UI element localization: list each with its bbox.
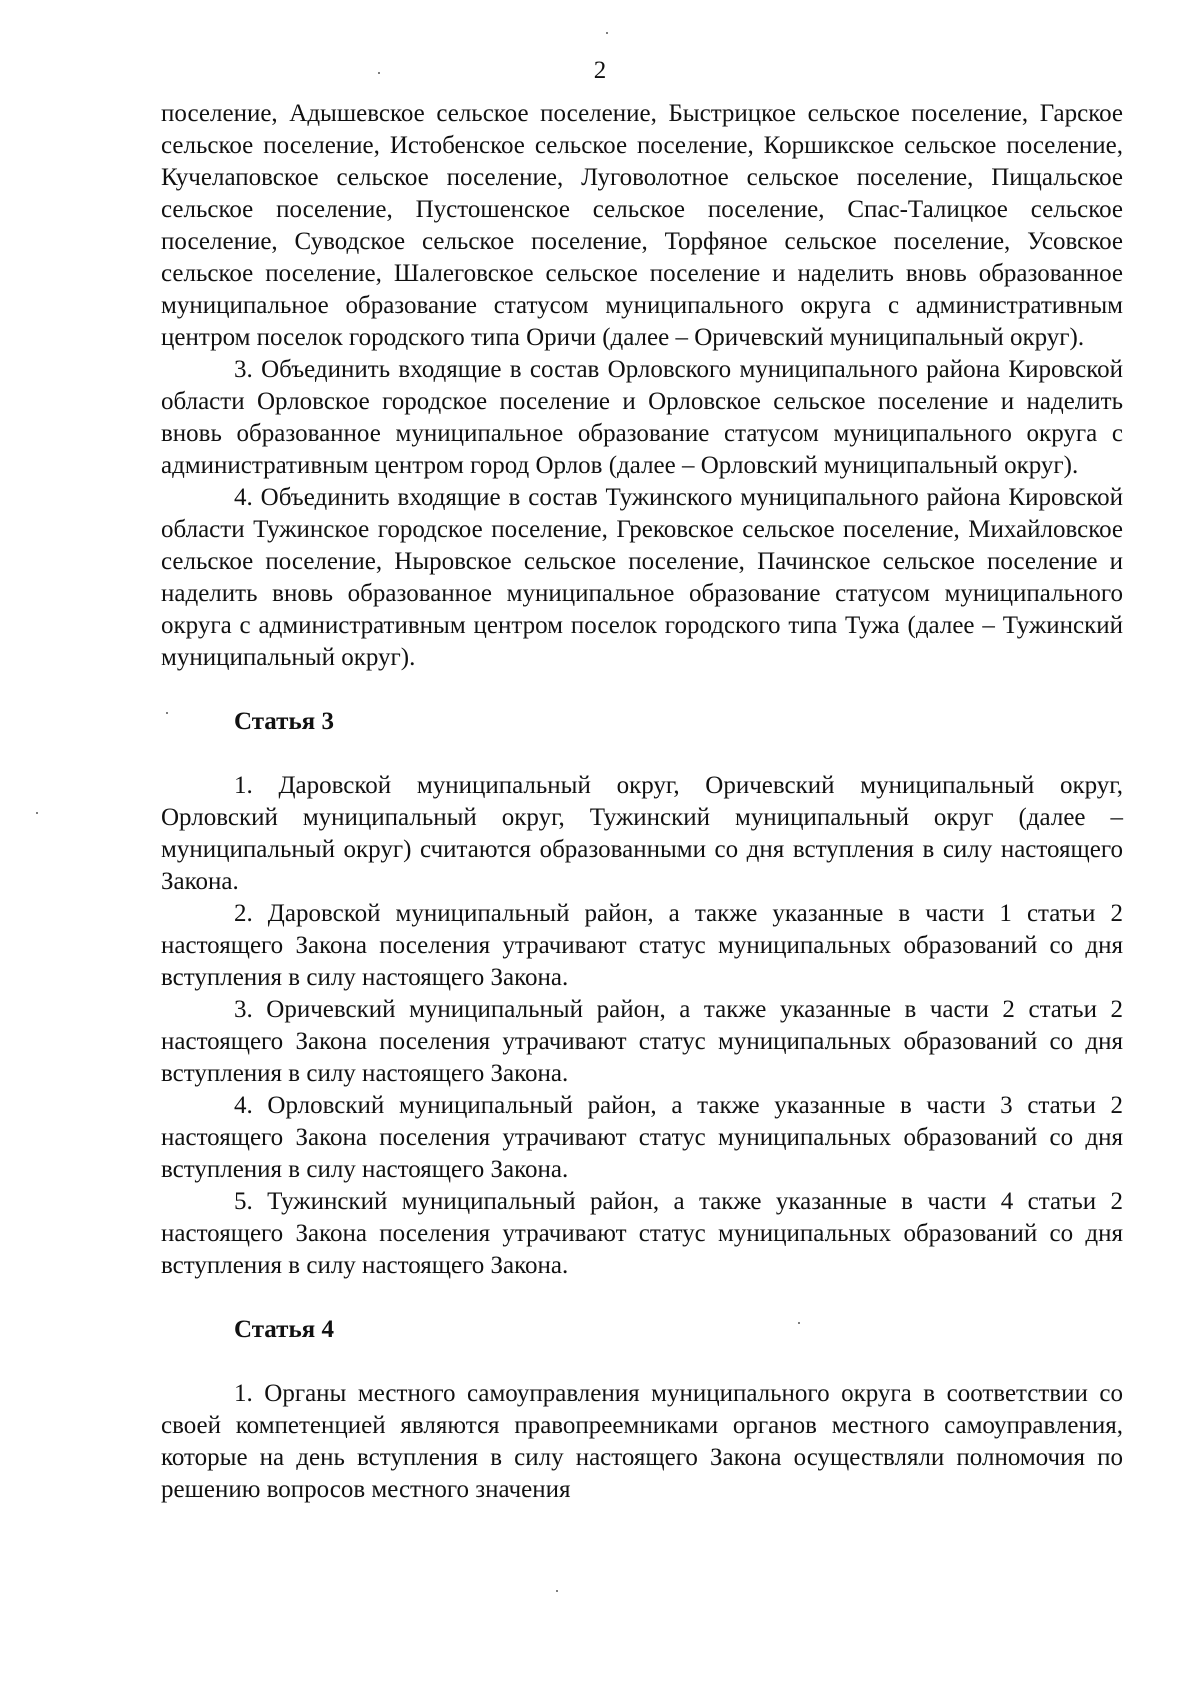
spacer [161,738,1123,770]
article3-part2: 2. Даровской муниципальный район, а также указанные в части 1 статьи 2 настоящего Закона поселения утрачивают статус муниципальных образований со дня вступления в силу настоящего Закона. [161,900,1123,991]
article3-part1: 1. Даровской муниципальный округ, Оричевский муниципальный округ, Орловский муниципальный округ, Тужинский муниципальный округ (далее – муниципальный округ) считаются образованными со дня вступления в силу настоящего Закона. [161,772,1123,895]
page-number: 2 [593,57,607,84]
spacer [161,674,1123,706]
scan-speck [556,1590,558,1592]
scan-speck [166,712,168,714]
spacer [161,1282,1123,1314]
scan-speck [36,812,38,814]
article4-part1: 1. Органы местного самоуправления муниципального округа в соответствии со своей компетенцией являются правопреемниками органов местного самоуправления, которые на день вступления в силу настоящего Закона осуществляли полномочия по решению вопросов местного значения [161,1380,1123,1503]
article3-part4: 4. Орловский муниципальный район, а также указанные в части 3 статьи 2 настоящего Закона поселения утрачивают статус муниципальных образований со дня вступления в силу настоящего Закона. [161,1092,1123,1183]
article3-part3: 3. Оричевский муниципальный район, а также указанные в части 2 статьи 2 настоящего Закона поселения утрачивают статус муниципальных образований со дня вступления в силу настоящего Закона. [161,996,1123,1087]
spacer [161,1346,1123,1378]
article3-part5: 5. Тужинский муниципальный район, а также указанные в части 4 статьи 2 настоящего Закона поселения утрачивают статус муниципальных образований со дня вступления в силу настоящего Закона. [161,1188,1123,1279]
document-body [161,98,1123,1506]
scan-speck [378,72,380,74]
article3-heading: Статья 3 [234,708,334,735]
paragraph-article2-part4: 4. Объединить входящие в состав Тужинского муниципального района Кировской области Тужинское городское поселение, Грековское сельское поселение, Михайловское сельское поселение, Ныровское сельское поселение, Пачинское сельское поселение и наделить вновь образованное муниципальное образование статусом муниципального округа с административным центром поселок городского типа Тужа (далее – Тужинский муниципальный округ). [161,484,1123,671]
paragraph-article2-part3: 3. Объединить входящие в состав Орловского муниципального района Кировской области Орловское городское поселение и Орловское сельское поселение и наделить вновь образованное муниципальное образование статусом муниципального округа с административным центром город Орлов (далее – Орловский муниципальный округ). [161,356,1123,479]
scan-speck [606,32,608,34]
paragraph-continuation: поселение, Адышевское сельское поселение, Быстрицкое сельское поселение, Гарское сельское поселение, Истобенское сельское поселение, Коршикское сельское поселение, Кучелаповское сельское поселение, Луговолотное сельское поселение, Пищальское сельское поселение, Пустошенское сельское поселение, Спас-Талицкое сельское поселение, Суводское сельское поселение, Торфяное сельское поселение, Усовское сельское поселение, Шалеговское сельское поселение и наделить вновь образованное муниципальное образование статусом муниципального округа с административным центром поселок городского типа Оричи (далее – Оричевский муниципальный округ). [161,100,1123,351]
scan-speck [798,1322,800,1324]
article4-heading: Статья 4 [234,1316,334,1343]
